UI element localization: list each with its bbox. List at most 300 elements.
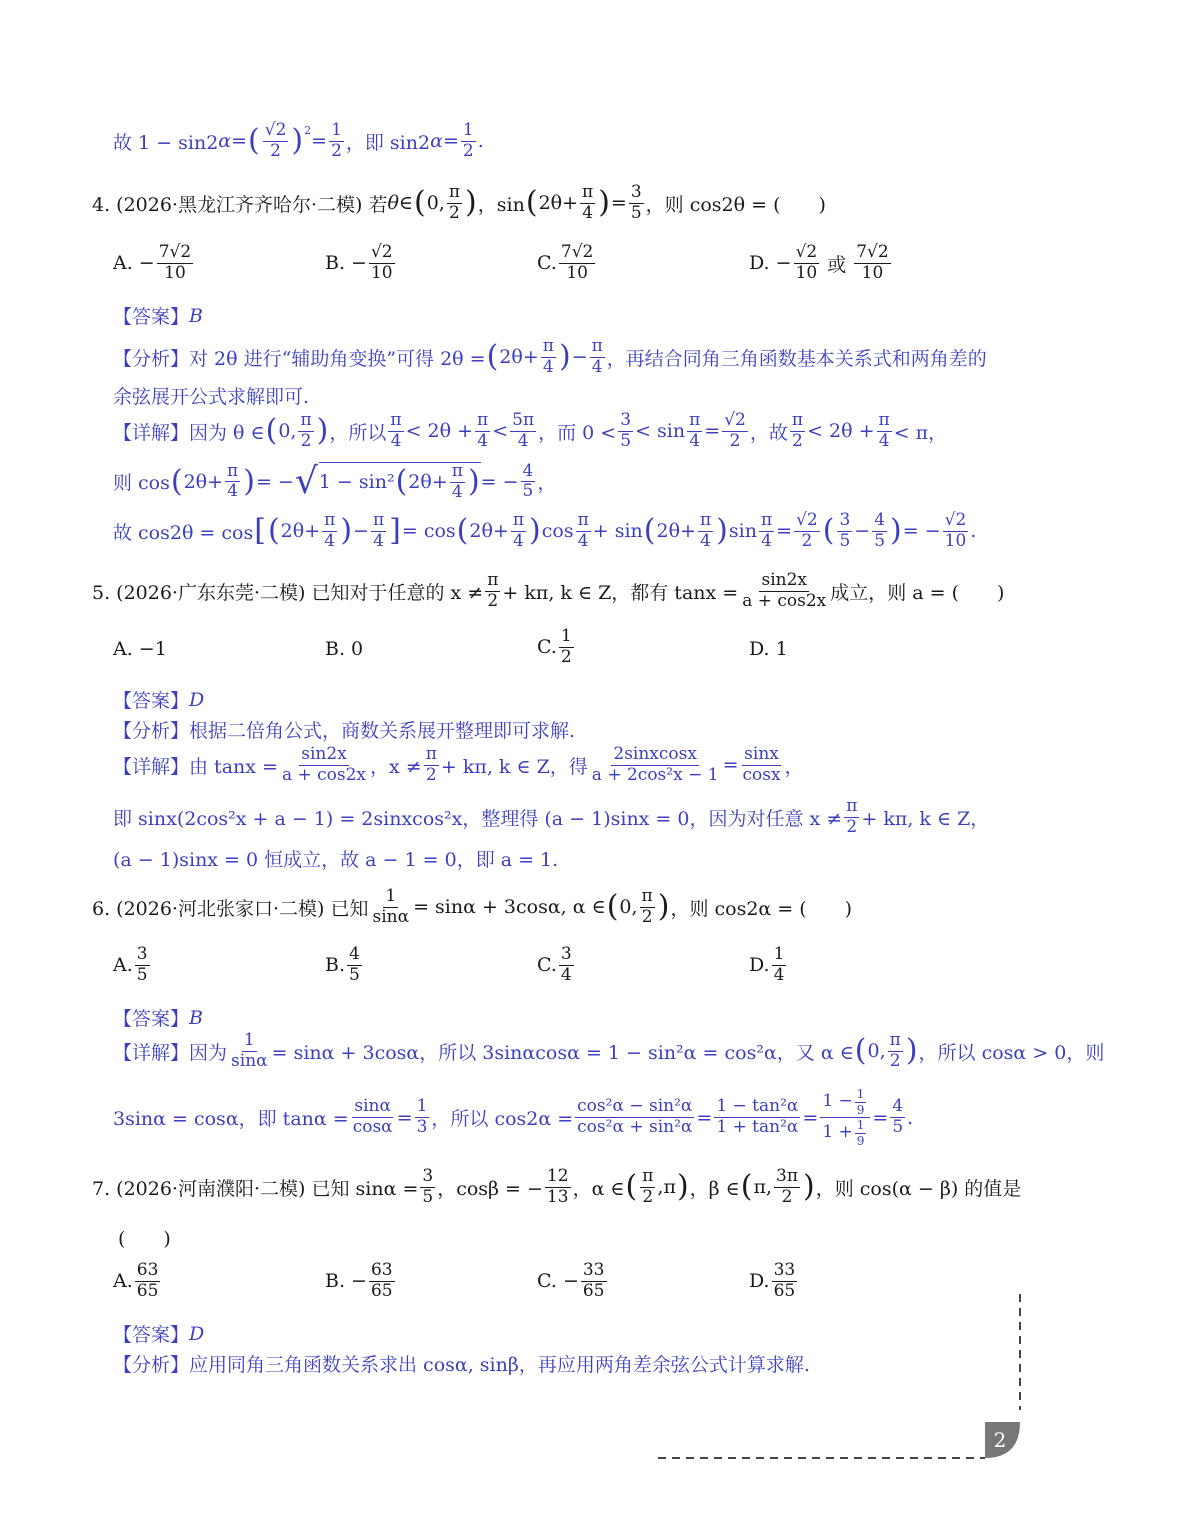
text: = −: [902, 520, 941, 543]
fraction: $\frac{5\pi}{4}$: [512, 410, 535, 451]
q6-option-c[interactable]: [537, 946, 576, 985]
text: 2: [801, 530, 813, 551]
text: =: [802, 1106, 819, 1129]
sqrt-body: [319, 462, 481, 502]
text: a + 2cos²x − 1: [591, 764, 719, 785]
text: 1: [385, 886, 397, 906]
text: =: [231, 130, 248, 153]
text: 10: [164, 262, 186, 283]
text: 或: [827, 253, 847, 276]
text: √2: [944, 510, 967, 530]
text: 2: [270, 140, 281, 161]
paren: (: [395, 464, 408, 500]
fraction: $\frac{4}{5}$: [522, 460, 534, 502]
text: a + cos2x: [742, 590, 827, 611]
text: = −: [255, 470, 294, 493]
text: 因为: [189, 1041, 228, 1064]
text: π: [487, 570, 499, 590]
text: 根据二倍角公式，商数关系展开整理即可求解.: [189, 720, 576, 742]
text: π: [390, 410, 402, 430]
text: π: [689, 410, 701, 430]
text: 7. (2026·河南濮阳·二模) 已知 sinα =: [92, 1177, 419, 1200]
text: sinα: [231, 1050, 268, 1071]
text: 则 cos: [113, 472, 170, 495]
text: 4. (2026·黑龙江齐齐哈尔·二模) 若: [92, 193, 388, 216]
text: 4: [582, 202, 594, 223]
text: 2θ+: [280, 520, 321, 543]
text: A. −: [113, 252, 155, 275]
q5-option-b[interactable]: [325, 638, 363, 660]
text: −: [571, 346, 588, 369]
text: A.: [113, 954, 133, 977]
text: 故 cos2θ = cos: [113, 521, 254, 544]
text: ，而 0 <: [538, 421, 617, 444]
text: sinα: [372, 906, 410, 927]
text: < sin: [635, 420, 686, 443]
q5-option-c[interactable]: [537, 628, 576, 667]
text: ，所以 cosα > 0，则: [918, 1041, 1105, 1064]
paren: ): [558, 339, 571, 375]
text: sin2x: [761, 570, 807, 590]
q4-option-a[interactable]: [113, 244, 195, 283]
text: < 2θ +: [807, 420, 875, 443]
text: 5: [630, 202, 642, 223]
q4-detail-line1: [113, 412, 1193, 451]
text: B. −: [325, 252, 367, 275]
q4-analysis-line2: [113, 382, 1193, 409]
text: θ: [387, 192, 399, 215]
q6-option-d[interactable]: [749, 946, 788, 985]
fraction: [877, 412, 892, 451]
q5-analysis: [113, 716, 1193, 743]
text: 【答案】: [113, 1008, 190, 1030]
fraction: [740, 572, 828, 611]
text: =: [776, 520, 793, 543]
fraction: [559, 628, 574, 667]
text: 2θ+: [183, 470, 224, 493]
text: 1 −: [822, 1091, 853, 1112]
text: 7√2: [856, 242, 889, 262]
text: cos²α − sin²α: [577, 1096, 693, 1117]
text: 1 − tan²α: [716, 1096, 799, 1117]
text: 【详解】: [113, 1041, 190, 1064]
text: ，则 cos(α − β) 的值是: [815, 1177, 1022, 1200]
fraction: [794, 244, 820, 283]
q4-analysis-line1: [113, 338, 1193, 377]
fraction: [618, 412, 633, 451]
text: 5: [522, 481, 534, 502]
text: 3sinα = cosα，即 tanα =: [113, 1108, 349, 1131]
fraction: $\frac{3\pi}{2}$: [776, 1166, 798, 1207]
text: π: [642, 1166, 654, 1186]
q5-answer: [113, 686, 1193, 713]
text: ，即 sin2: [345, 131, 431, 154]
text: <: [492, 420, 509, 443]
paren: (: [740, 1169, 753, 1205]
text: 即 sinx(2cos²x + a − 1) = 2sinxcos²x，整理得 (a − 1)sinx = 0，因为对任意 x ≠: [113, 807, 843, 830]
text: =: [442, 130, 459, 153]
text: 7√2: [158, 242, 192, 262]
q6-answer: [113, 1004, 1193, 1031]
text: 2: [560, 646, 572, 667]
text: 65: [136, 1280, 159, 1301]
text: 应用同角三角函数关系求出 cosα, sinβ，再应用两角差余弦公式计算求解.: [189, 1354, 810, 1376]
text: 5: [874, 530, 886, 551]
q6-option-a[interactable]: [113, 946, 152, 985]
text: 1: [331, 120, 342, 140]
paren: ): [676, 1169, 689, 1205]
text: =: [704, 420, 721, 443]
text: 对 2θ 进行“辅助角变换”可得 2θ =: [189, 347, 486, 370]
fraction: [485, 572, 500, 611]
fraction: [559, 244, 595, 283]
q5-option-a[interactable]: [113, 638, 167, 660]
text: π: [477, 410, 489, 430]
paren: ): [890, 513, 902, 549]
text: 4: [451, 481, 463, 502]
paren: (: [248, 123, 260, 159]
q5-detail-line3: [113, 845, 1193, 872]
text: 2: [300, 430, 312, 451]
fraction: [575, 1098, 694, 1137]
fraction: [714, 1098, 800, 1137]
paren: ]: [389, 513, 401, 549]
q6-stem: [92, 888, 1172, 927]
fraction: [794, 512, 820, 551]
text: B. −: [325, 1270, 367, 1293]
text: 4: [349, 944, 360, 964]
text: D: [189, 1322, 205, 1345]
text: + kπ, k ∈ Z，都有 tanx =: [502, 581, 739, 604]
text: √2: [795, 242, 818, 262]
text: =: [610, 192, 627, 215]
q4-answer: [113, 302, 1193, 329]
fraction: [424, 746, 439, 785]
text: 5. (2026·广东东莞·二模) 已知对于任意的 x ≠: [92, 581, 484, 604]
fraction: [640, 1168, 655, 1207]
text: D. −: [749, 252, 792, 275]
text: π: [641, 886, 653, 906]
text: π: [699, 510, 712, 530]
paren: (: [525, 185, 538, 221]
text: D: [189, 688, 205, 711]
fraction: 1 − $\frac{1}{9}$ 1 + $\frac{1}{9}$: [820, 1088, 870, 1147]
text: ，则 cos2α = ( ): [670, 897, 853, 920]
fraction: $\frac{1}{3}$: [416, 1096, 428, 1138]
fraction: [371, 512, 386, 551]
text: 4: [560, 964, 572, 985]
q6-option-b[interactable]: [325, 946, 364, 985]
fraction: $\frac{3}{5}$: [422, 1166, 434, 1207]
text: α: [430, 130, 443, 153]
q4-option-c[interactable]: [537, 244, 597, 283]
text: ，: [537, 472, 557, 495]
text: B: [189, 304, 203, 327]
text: 5: [839, 530, 851, 551]
text: 2: [304, 123, 312, 137]
text: π: [542, 336, 554, 356]
text: = −: [480, 470, 519, 493]
text: 2: [425, 764, 437, 785]
paren: ): [465, 185, 477, 221]
paren: (: [414, 185, 426, 221]
text: B: [189, 1006, 203, 1029]
fraction: [640, 888, 655, 927]
text: ，再结合同角三角函数基本关系式和两角差的: [606, 347, 987, 370]
fraction: $\frac{4}{5}$: [892, 1096, 904, 1138]
text: 4: [390, 430, 402, 451]
text: 4: [773, 964, 785, 985]
text: 2: [641, 906, 653, 927]
text: 2: [792, 430, 803, 451]
text: 65: [370, 1280, 393, 1301]
q7-stem: 7. (2026·河南濮阳·二模) 已知 sinα = $\frac{3}{5}$ ，cosβ = − $\frac{12}{13}$ ，α ∈ ( $\frac{\pi}{2}$ ,π ) ，β ∈ ( π, $\frac{3\pi}{2}$ ) ，则 cos(α − β) 的值是: [92, 1166, 1022, 1207]
text: 【详解】: [113, 421, 190, 444]
text: 1: [773, 944, 785, 964]
text: 2: [331, 140, 342, 161]
text: 65: [582, 1280, 605, 1301]
fraction: [590, 338, 605, 377]
q5-detail-line1: [113, 746, 1193, 785]
text: C.: [537, 252, 557, 275]
text: = sinα + 3cosα，所以 3sinαcosα = 1 − sin²α = cos²α，又 α ∈: [271, 1041, 854, 1064]
text: 0,: [426, 192, 445, 215]
fraction: [447, 184, 462, 223]
text: < 2θ +: [405, 420, 474, 443]
text: 33: [582, 1260, 605, 1280]
text: 1 +: [822, 1122, 853, 1143]
text: 2: [487, 590, 499, 611]
paren: (: [606, 889, 619, 925]
text: a + cos2x: [281, 764, 367, 785]
fraction: [772, 946, 787, 985]
text: 5: [349, 964, 360, 985]
text: −: [854, 520, 871, 543]
text: ，x ≠: [370, 755, 422, 778]
fraction: [450, 463, 465, 502]
text: 63: [370, 1260, 393, 1280]
fraction: [629, 184, 644, 223]
text: 0,: [867, 1040, 886, 1063]
text: π: [582, 182, 594, 202]
top-solution-line: [113, 122, 1193, 161]
text: B. 0: [325, 638, 364, 660]
text: 5: [620, 430, 632, 451]
text: 2: [846, 816, 858, 837]
fraction: $\frac{√2}{10}$: [944, 510, 967, 551]
text: π: [577, 510, 589, 530]
text: 2sinxcosx: [613, 744, 697, 764]
fraction: [590, 746, 721, 785]
paren: ): [340, 513, 353, 549]
text: C. −: [537, 1270, 579, 1293]
text: B.: [325, 954, 346, 977]
fraction: [135, 946, 150, 985]
text: cosα: [352, 1117, 393, 1138]
fraction: [280, 746, 368, 785]
fraction: [580, 184, 595, 223]
text: 1 + tan²α: [716, 1117, 799, 1138]
text: 13: [546, 1186, 569, 1207]
fraction: [837, 512, 852, 551]
paren: (: [486, 339, 499, 375]
text: A.: [113, 1270, 133, 1293]
text: 3: [630, 182, 642, 202]
paren: ): [716, 513, 728, 549]
q4-option-d[interactable]: [749, 244, 893, 283]
text: 2: [449, 202, 460, 223]
text: ∈: [398, 192, 413, 215]
text: 2θ+: [538, 192, 579, 215]
text: 10: [566, 262, 588, 283]
text: D.: [749, 954, 770, 977]
text: √2: [264, 120, 287, 140]
text: =: [396, 1106, 413, 1129]
text: .: [477, 130, 484, 153]
text: π: [591, 336, 603, 356]
text: 0,: [278, 420, 297, 443]
text: =: [722, 754, 739, 777]
text: 成立，则 a = ( ): [830, 581, 1005, 604]
paren: (: [854, 1033, 867, 1069]
text: ，α ∈: [572, 1177, 625, 1200]
text: 4: [513, 530, 524, 551]
fraction: [698, 512, 713, 551]
text: 2: [781, 1186, 793, 1207]
text: 3: [136, 944, 148, 964]
q5-detail-line2: [113, 798, 1193, 837]
text: 4: [591, 356, 603, 377]
fraction: [135, 1262, 161, 1301]
text: 4: [878, 430, 890, 451]
text: 4: [761, 530, 772, 551]
text: cos²α + sin²α: [577, 1117, 693, 1138]
text: 10: [795, 262, 818, 283]
q4-option-b[interactable]: [325, 244, 397, 283]
fraction: [225, 460, 240, 502]
fraction: [370, 888, 411, 927]
paren: ): [316, 413, 329, 449]
text: C.: [537, 636, 557, 659]
text: sinα: [354, 1096, 391, 1117]
fraction: [545, 1168, 571, 1207]
text: .: [970, 520, 977, 543]
fraction: [329, 122, 344, 161]
text: 4: [373, 530, 384, 551]
text: ，: [784, 755, 804, 778]
text: √2: [370, 242, 393, 262]
text: 1: [243, 1030, 255, 1050]
text: 2: [642, 1186, 654, 1207]
page-number: 2: [993, 1428, 1007, 1452]
text: ( ): [118, 1228, 171, 1250]
text: π: [372, 510, 385, 530]
paren: (: [822, 513, 835, 549]
text: 因为 θ ∈: [189, 421, 265, 444]
text: √2: [724, 410, 746, 430]
text: 【分析】: [113, 347, 190, 370]
text: 4: [542, 356, 554, 377]
text: 2: [462, 140, 474, 161]
q7-option-b[interactable]: [325, 1262, 397, 1301]
text: ，sin: [477, 193, 525, 216]
text: 2: [729, 430, 741, 451]
fraction: [541, 338, 556, 377]
text: 3: [620, 410, 632, 430]
text: 10: [370, 262, 393, 283]
text: D.: [749, 1270, 770, 1293]
text: 【答案】: [113, 306, 190, 328]
text: ，所以: [329, 421, 387, 444]
fraction: [687, 412, 702, 451]
fraction: [740, 746, 782, 785]
fraction: [854, 244, 890, 283]
text: 10: [861, 262, 884, 283]
fraction: [581, 1262, 607, 1301]
text: 【分析】: [113, 1354, 190, 1376]
text: 4: [700, 530, 711, 551]
fraction: [576, 512, 591, 551]
text: 4: [477, 430, 489, 451]
text: π: [846, 796, 858, 816]
text: α: [218, 130, 232, 153]
fraction: [157, 244, 193, 283]
text: ，故: [749, 421, 788, 444]
fraction: [790, 412, 805, 451]
text: 12: [546, 1166, 569, 1186]
q7-option-a[interactable]: [113, 1262, 162, 1301]
fraction: [759, 512, 774, 551]
text: .: [907, 1106, 914, 1129]
paren: ): [803, 1169, 815, 1205]
fraction: [461, 122, 476, 161]
paren: (: [643, 513, 656, 549]
text: sin: [728, 520, 757, 543]
fraction: [559, 946, 574, 985]
fraction: [322, 512, 337, 551]
text: 4: [227, 481, 239, 502]
text: ，cosβ = −: [437, 1177, 543, 1200]
text: 5: [136, 964, 148, 985]
text: (a − 1)sinx = 0 恒成立，故 a − 1 = 0，即 a = 1.: [113, 849, 559, 871]
text: sinx: [744, 744, 779, 764]
text: 1: [560, 626, 572, 646]
q7-option-c[interactable]: [537, 1262, 609, 1301]
text: π: [512, 510, 525, 530]
q5-option-d[interactable]: [749, 638, 788, 660]
text: =: [311, 130, 328, 153]
paren: ): [598, 185, 610, 221]
text: π: [324, 510, 336, 530]
fraction: [475, 412, 490, 451]
text: 4: [517, 430, 529, 451]
q4-detail-line3: [113, 512, 1193, 551]
text: cosx: [742, 764, 781, 785]
paren: (: [456, 513, 469, 549]
text: D. 1: [749, 638, 788, 660]
fraction: [888, 1032, 903, 1071]
text: 2: [889, 1050, 901, 1071]
q4-stem: [92, 184, 1172, 223]
text: −: [353, 520, 369, 543]
text: π: [451, 461, 463, 481]
text: 4: [324, 530, 336, 551]
paren: ): [905, 1033, 918, 1069]
text: 【答案】: [113, 1324, 190, 1346]
text: 2θ+: [469, 520, 509, 543]
fraction: [369, 1262, 395, 1301]
text: π: [425, 744, 437, 764]
